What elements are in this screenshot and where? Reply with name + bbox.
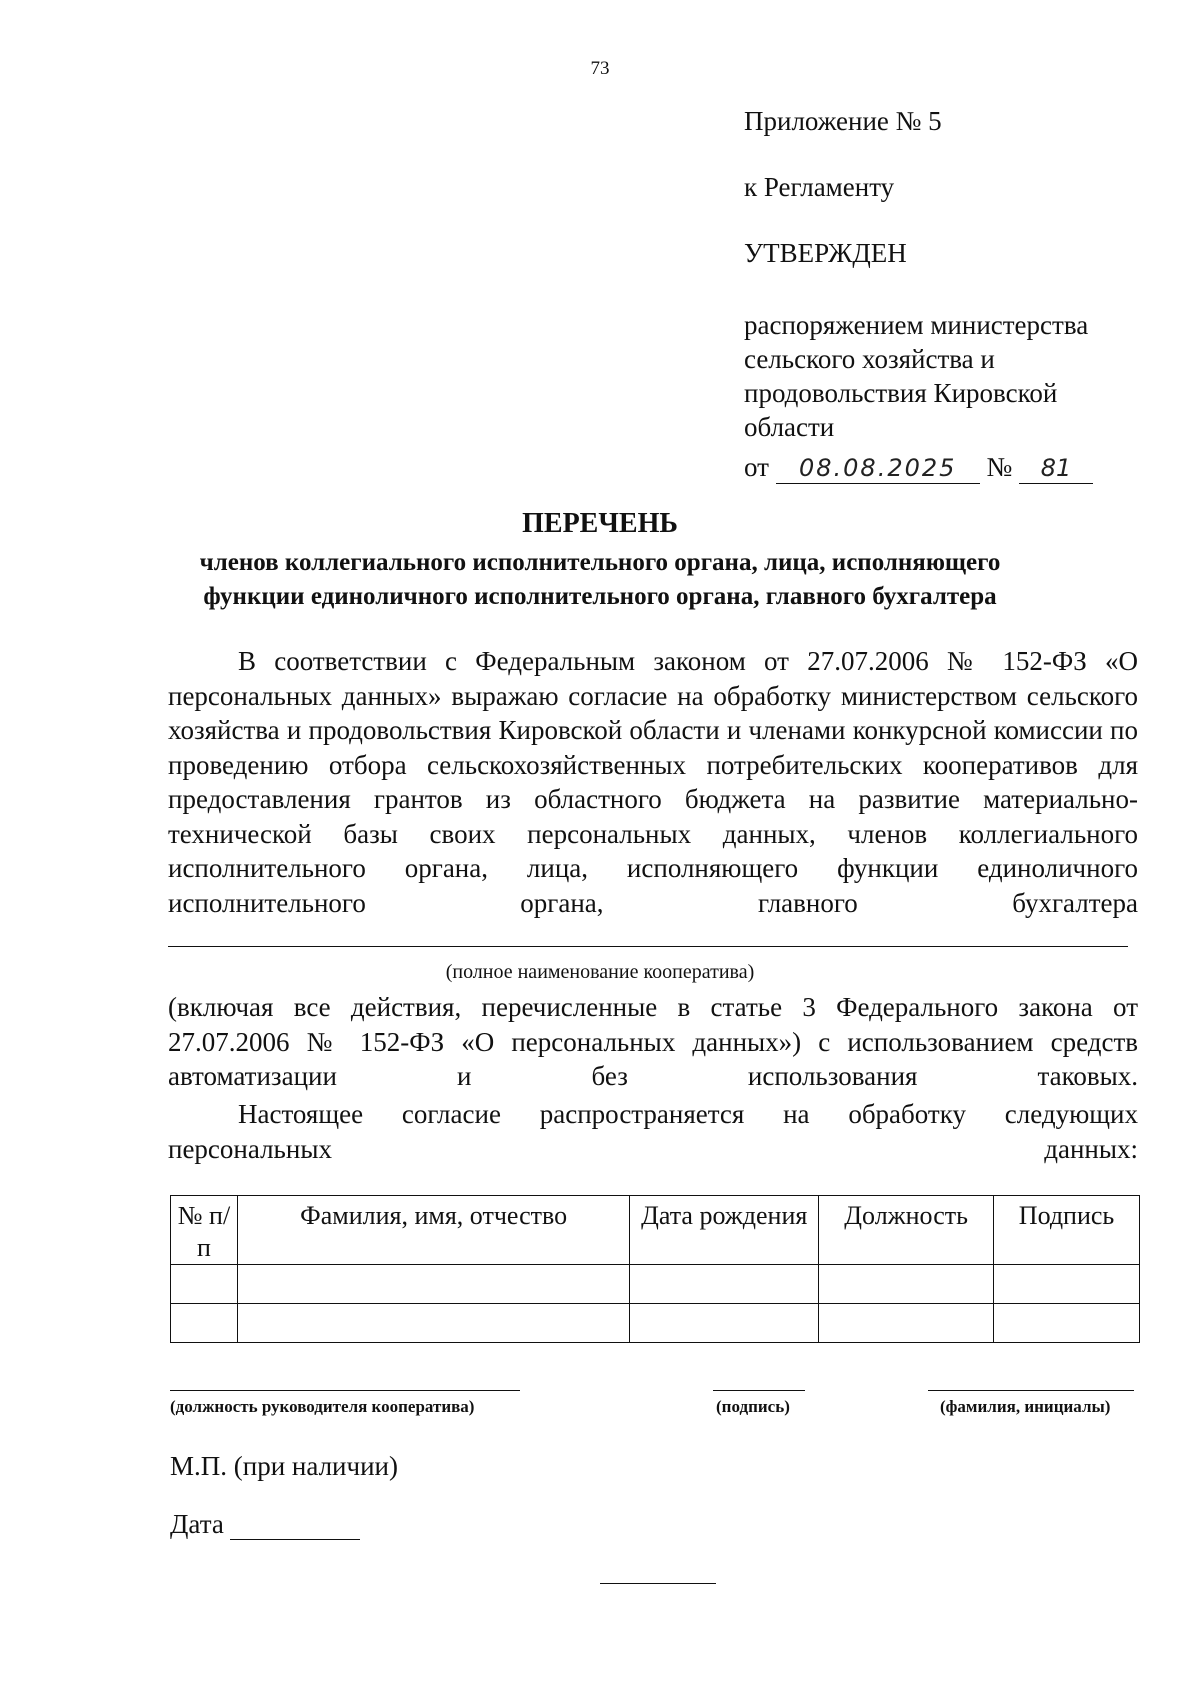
position-signature-line	[170, 1390, 520, 1391]
consent-paragraph: В соответствии с Федеральным законом от 27.07.2006 № 152-ФЗ «О персональных данных» выражаю согласие на обработку министерством сельского хозяйства и продовольствия Кировской области и членами конкурсной комиссии по проведению отбора сельскохозяйственных потребительских кооперативов для предоставления грантов из областного бюджета на развитие материально-технической базы своих персональных данных, членов коллегиального исполнительного органа, лица, исполняющего функции единоличного исполнительного органа, главного бухгалтера	[168, 646, 1138, 918]
date-field	[170, 1509, 360, 1540]
table-cell[interactable]	[630, 1265, 819, 1304]
name-signature-line	[928, 1390, 1134, 1391]
number-label: №	[986, 452, 1013, 482]
stamp-label: М.П. (при наличии)	[170, 1451, 398, 1481]
table-cell[interactable]	[994, 1304, 1140, 1343]
signature-line	[713, 1390, 805, 1391]
handwritten-number: 81	[1019, 453, 1093, 484]
personal-data-table	[170, 1195, 1140, 1343]
regulation-label: к Регламенту	[744, 172, 895, 202]
from-label: от	[744, 452, 769, 482]
table-header-row	[171, 1196, 1140, 1265]
coop-name-caption: (полное наименование кооператива)	[445, 961, 755, 983]
header-birth-date: Дата рождения	[630, 1196, 819, 1265]
name-caption: (фамилия, инициалы)	[940, 1397, 1111, 1416]
document-title: ПЕРЕЧЕНЬ	[522, 508, 678, 539]
table-cell[interactable]	[171, 1304, 238, 1343]
header-position: Должность	[819, 1196, 994, 1265]
scope-paragraph: Настоящее согласие распространяется на обработку следующих персональных данных:	[168, 1099, 1138, 1164]
table-row	[171, 1265, 1140, 1304]
table-cell[interactable]	[994, 1265, 1140, 1304]
position-caption: (должность руководителя кооператива)	[170, 1397, 475, 1416]
page-number: 73	[590, 58, 610, 79]
actions-paragraph: (включая все действия, перечисленные в статье 3 Федерального закона от 27.07.2006 № 152-ФЗ «О персональных данных») с использованием средств автоматизации и без использования таковых.	[168, 992, 1138, 1091]
date-blank-line[interactable]	[230, 1513, 360, 1540]
table-cell[interactable]	[237, 1265, 629, 1304]
document-subtitle: членов коллегиального исполнительного органа, лица, исполняющего функции единоличного исполнительного органа, главного бухгалтера	[199, 549, 1001, 610]
appendix-label: Приложение № 5	[744, 106, 942, 136]
order-line-4: области	[744, 412, 835, 442]
handwritten-date: 08.08.2025	[776, 453, 980, 484]
header-signature: Подпись	[994, 1196, 1140, 1265]
table-cell[interactable]	[630, 1304, 819, 1343]
order-line-2: сельского хозяйства и	[744, 344, 995, 374]
table-cell[interactable]	[819, 1304, 994, 1343]
date-label: Дата	[170, 1509, 224, 1539]
approved-label: УТВЕРЖДЕН	[744, 238, 907, 268]
table-cell[interactable]	[171, 1265, 238, 1304]
order-line-3: продовольствия Кировской	[744, 378, 1058, 408]
table-row	[171, 1304, 1140, 1343]
table-cell[interactable]	[237, 1304, 629, 1343]
order-line-1: распоряжением министерства	[744, 310, 1089, 340]
header-full-name: Фамилия, имя, отчество	[237, 1196, 629, 1265]
table-cell[interactable]	[819, 1265, 994, 1304]
approval-block	[744, 104, 1164, 484]
signature-caption: (подпись)	[716, 1397, 790, 1416]
coop-name-line	[168, 946, 1128, 947]
order-date-line	[744, 450, 1164, 484]
end-divider	[600, 1583, 716, 1584]
header-number: № п/п	[171, 1196, 238, 1265]
